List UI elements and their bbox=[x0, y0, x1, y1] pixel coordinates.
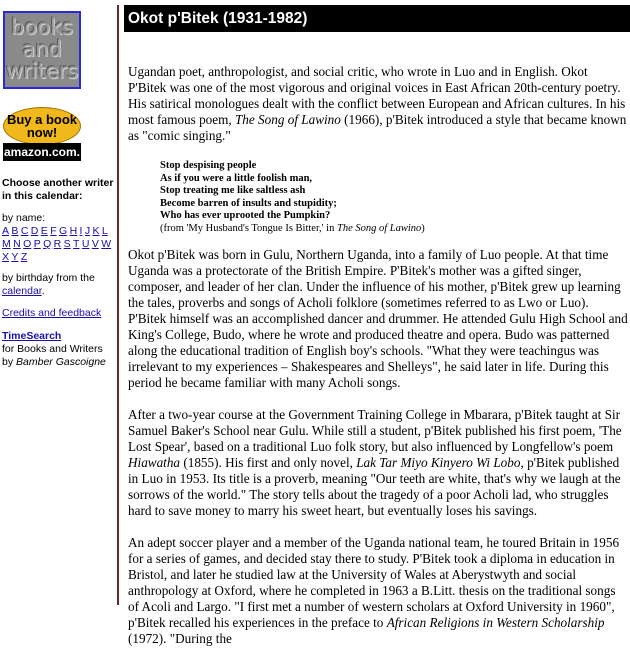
calendar-link[interactable]: calendar bbox=[2, 285, 42, 297]
for-books-text: for Books and Writers bbox=[2, 343, 103, 355]
letter-link-a[interactable]: A bbox=[2, 225, 10, 237]
poem-source: (from 'My Husband's Tongue Is Bitter,' in bbox=[160, 222, 337, 234]
letter-link-r[interactable]: R bbox=[53, 238, 62, 250]
letter-link-z[interactable]: Z bbox=[20, 251, 28, 263]
book-title: The Song of Lawino bbox=[336, 222, 422, 234]
letter-link-i[interactable]: I bbox=[79, 225, 83, 237]
letter-link-q[interactable]: Q bbox=[43, 238, 52, 250]
letter-link-v[interactable]: V bbox=[91, 238, 99, 250]
text: After a two-year course at the Government Training College in Mbarara, p'Bitek taught at Sir Samuel Baker's School near Gulu. While still a student, p'Bitek published his first poem, 'The Lost Spear', based on a traditional Luo folk story, but also influenced by Longfellow's poem bbox=[128, 407, 622, 454]
choose-writer-heading: Choose another writer in this calendar: bbox=[2, 177, 114, 202]
poem-line: Stop despising people bbox=[160, 160, 257, 171]
text: An adept soccer player and a member of the Uganda national team, he toured Britain in 1956 for a series of games, and decided stay there to study. P'Bitek took a diploma in education in Bristol, and later he studied law at the University of Wales at Aberystwyth and social anthropology at Oxford, where he completed in 1963 a B.Litt. thesis on the traditional songs of Acoli and Largo. "I first met a number of western scholars at Oxford University in 1960", p'Bitek recalled his experiences in the preface to bbox=[128, 535, 620, 630]
article-body bbox=[128, 64, 628, 663]
book-title: The Song of Lawino bbox=[234, 112, 341, 127]
period: . bbox=[41, 285, 45, 297]
paragraph bbox=[128, 407, 628, 519]
letter-link-p[interactable]: P bbox=[33, 238, 41, 250]
paragraph bbox=[128, 535, 628, 647]
amazon-buy-label: Buy a book now! bbox=[3, 107, 81, 145]
books-and-writers-logo[interactable]: books and writers bbox=[3, 11, 81, 89]
text: (1972). "During the bbox=[128, 631, 232, 646]
letter-link-n[interactable]: N bbox=[13, 238, 21, 250]
poem-line: Stop treating me like saltless ash bbox=[160, 185, 306, 196]
credits-feedback-link[interactable]: Credits and feedback bbox=[2, 307, 102, 319]
letter-link-s[interactable]: S bbox=[63, 238, 71, 250]
poem-line: Become barren of insults and stupidity; bbox=[160, 197, 337, 209]
by-birthday-label: by birthday from the bbox=[2, 272, 95, 284]
text: (1855). His first and only novel, bbox=[180, 455, 357, 470]
letter-link-c[interactable]: C bbox=[20, 225, 29, 237]
by-name-label: by name: bbox=[2, 212, 46, 224]
letter-link-k[interactable]: K bbox=[92, 225, 100, 237]
by-text: by bbox=[2, 356, 17, 368]
paragraph: Okot p'Bitek was born in Gulu, Northern Uganda, into a family of Luo people. At that time Uganda was a protectorate of the British Empire. P'Bitek's mother was a gifted singer, composer, and leader of her clan. Under the influence of his mother, p'Bitek grew up learning the tales, proverbs and songs of Acholi folklore (sometimes referred to as Lwo or Luo). P'Bitek himself was an accomplished dancer and drummer. He attended Gulu High School and King's College, Budo, where he wrote and produced theatre and opera. Budo was patterned along the educational tradition of English boy's schools. "What they were teachingus was irrelevant to my experiences – Shakespeares and Shelleys", he said later in life. During this period he became familiar with many Acholi songs. bbox=[128, 247, 628, 390]
letter-link-y[interactable]: Y bbox=[11, 251, 19, 263]
poem-line: As if you were a little foolish man, bbox=[160, 172, 313, 184]
divider-line bbox=[117, 5, 119, 605]
author-name: Bamber Gascoigne bbox=[16, 356, 106, 368]
letter-link-w[interactable]: W bbox=[101, 238, 112, 250]
letter-link-b[interactable]: B bbox=[11, 225, 19, 237]
letter-link-j[interactable]: J bbox=[84, 225, 91, 237]
text: Ugandan poet, anthropologist, and social critic, who wrote in Luo and in English. Okot P'Bitek was one of the most vigorous and original voices in East African 20th-century poetry. His satirical monologues dealt with the conflict between European and African cultures. In his most famous poem, bbox=[128, 64, 626, 127]
poem-quote bbox=[160, 160, 628, 235]
alphabet-index bbox=[2, 225, 117, 264]
page-title: Okot p'Bitek (1931-1982) bbox=[124, 5, 630, 32]
letter-link-g[interactable]: G bbox=[59, 225, 68, 237]
text: , p'Bitek published in Luo in 1953. Its title is a proverb, meaning "Our teeth are white, that's why we laugh at the sorrows of the world." The story tells about the tragedy of a poor Acholi lad, who struggles hard to save money to marry his sweet heart, but eventually loses his savings. bbox=[128, 455, 621, 518]
poem-line: Who has ever uprooted the Pumpkin? bbox=[160, 210, 331, 221]
letter-link-d[interactable]: D bbox=[30, 225, 39, 237]
letter-link-h[interactable]: H bbox=[69, 225, 78, 237]
by-birthday-text bbox=[2, 272, 95, 298]
book-title: Lak Tar Miyo Kinyero Wi Lobo bbox=[356, 455, 521, 470]
letter-link-x[interactable]: X bbox=[2, 251, 10, 263]
timesearch-block bbox=[2, 330, 106, 369]
letter-link-o[interactable]: O bbox=[23, 238, 32, 250]
timesearch-link[interactable]: TimeSearch bbox=[2, 330, 62, 342]
letter-link-f[interactable]: F bbox=[50, 225, 57, 237]
text: ) bbox=[421, 222, 425, 234]
letter-link-t[interactable]: T bbox=[73, 238, 80, 250]
letter-link-l[interactable]: L bbox=[101, 225, 108, 237]
letter-link-e[interactable]: E bbox=[40, 225, 48, 237]
amazon-logo: amazon.com. bbox=[3, 145, 81, 159]
book-title: Hiawatha bbox=[128, 455, 181, 470]
amazon-buy-button[interactable] bbox=[3, 107, 81, 162]
text: (1966), p'Bitek introduced a style that became known as "comic singing." bbox=[128, 112, 627, 143]
letter-link-u[interactable]: U bbox=[81, 238, 90, 250]
book-title: African Religions in Western Scholarship bbox=[386, 615, 605, 630]
intro-paragraph bbox=[128, 64, 628, 144]
letter-link-m[interactable]: M bbox=[2, 238, 11, 250]
